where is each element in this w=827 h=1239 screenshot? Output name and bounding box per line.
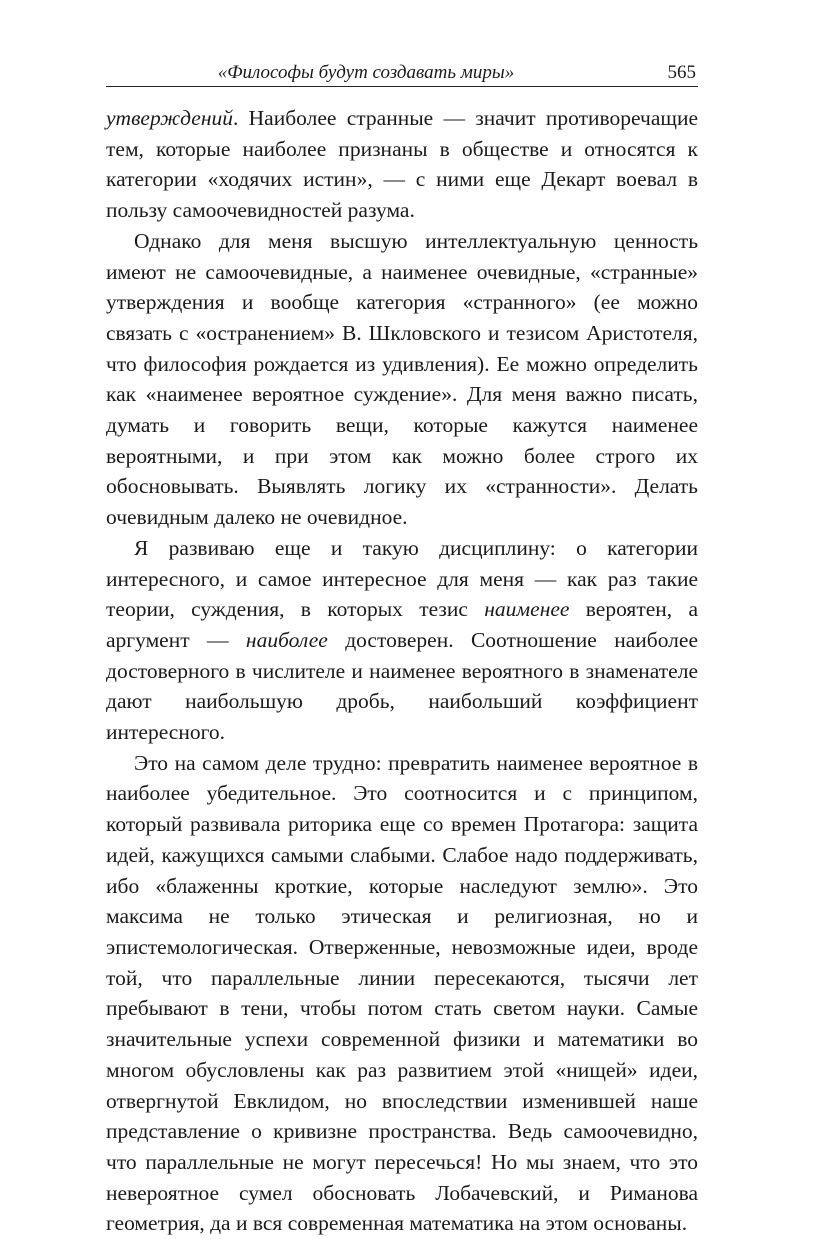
italic-span: наиболее [245, 627, 328, 652]
paragraph-1 [106, 103, 698, 226]
italic-span: наименее [484, 597, 570, 622]
running-head [106, 60, 698, 87]
page-number: 565 [667, 62, 696, 83]
paragraph-2 [106, 226, 698, 533]
text-span: Я развиваю еще и такую дисциплину: о категории интересного, и самое интересное для меня — как раз такие теории, суждения, в которых тезис [106, 535, 698, 622]
paragraph-3 [106, 533, 698, 748]
paragraph-4 [106, 748, 698, 1239]
text-span: достоверен. Соотношение наиболее достоверного в числителе и наименее вероятного в знаменателе дают наибольшую дробь, наибольший коэффициент интересного. [106, 627, 698, 745]
text-span: Однако для меня высшую интеллектуальную ценность имеют не самоочевидные, а наименее очевидные, «странные» утверждения и вообще категория «странного» (ее можно связать с «остранением» В. Шкловского и тезисом Аристотеля, что философия рождается из удивления). Ее можно определить как «наименее вероятное суждение». Для меня важно писать, думать и говорить вещи, которые кажутся наименее вероятными, и при этом как можно более строго их обосновывать. Выявлять логику их «странности». Делать очевидным далеко не очевидное. [106, 228, 698, 530]
book-page [106, 60, 698, 1239]
italic-span: утверждений [106, 106, 234, 130]
text-span: Это на самом деле трудно: превратить наименее вероятное в наиболее убедительное. Это соотносится и с принципом, который развивала риторика еще со времен Протагора: защита идей, кажущихся самыми слабыми. Слабое надо поддерживать, ибо «блаженны кроткие, которые наследуют землю». Это максима не только этическая и религиозная, но и эпистемологическая. Отверженные, невозможные идеи, вроде той, что параллельные линии пересекаются, тысячи лет пребывают в тени, чтобы потом стать светом науки. Самые значительные успехи современной физики и математики во многом обусловлены как раз развитием этой «нищей» идеи, отвергнутой Евклидом, но впоследствии изменившей наше представление о кривизне пространства. Ведь самоочевидно, что параллельные не могут пересечься! Но мы знаем, что это невероятное сумел обосновать Лобачевский, и Риманова геометрия, да и вся современная математика на этом основаны. [106, 750, 698, 1236]
text-span: вероятен, а аргумент — [106, 597, 698, 652]
body-text [106, 103, 698, 1239]
text-span: . Наиболее странные — значит противоречащие тем, которые наиболее признаны в обществе и относятся к категории «ходячих истин», — с ними еще Декарт воевал в пользу самоочевидностей разума. [106, 106, 698, 223]
running-title: «Философы будут создавать миры» [217, 62, 515, 83]
